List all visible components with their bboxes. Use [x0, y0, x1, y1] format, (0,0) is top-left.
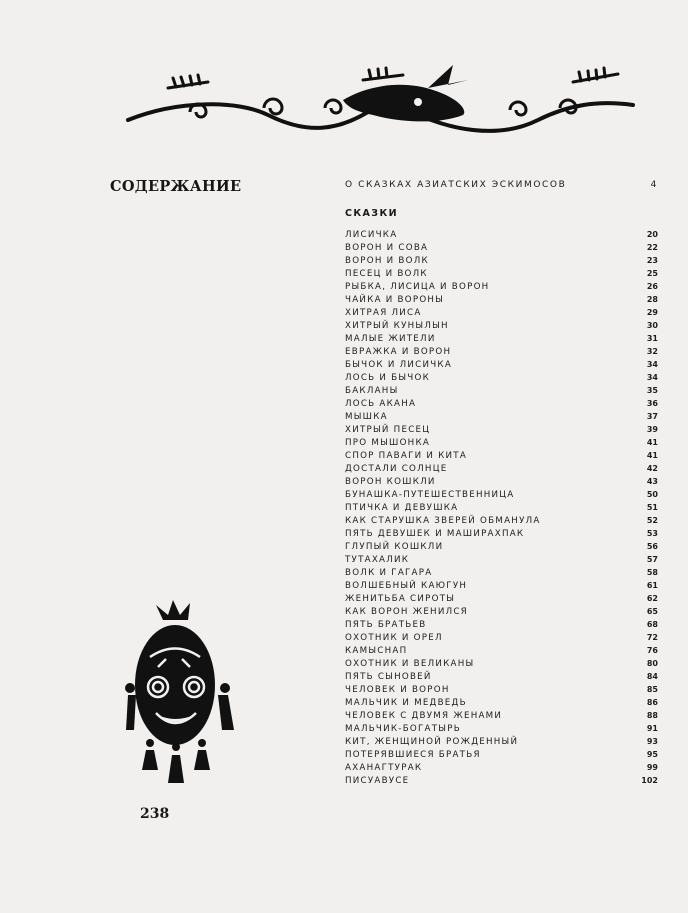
toc-entry-title: КАМЫСНАП	[345, 645, 408, 656]
toc-entry-title: ТУТАХАЛИК	[345, 554, 410, 565]
toc-entry-page: 34	[646, 360, 658, 369]
toc-entry[interactable]	[345, 449, 658, 462]
toc-entry-page: 88	[646, 711, 658, 720]
toc-entry-page: 80	[646, 659, 658, 668]
toc-entry[interactable]	[345, 371, 658, 384]
toc-entry[interactable]	[345, 436, 658, 449]
toc-entry-title: ЛОСЬ И БЫЧОК	[345, 372, 431, 383]
toc-entry-title: ЖЕНИТЬБА СИРОТЫ	[345, 593, 456, 604]
toc-entry-title: МАЛЬЧИК И МЕДВЕДЬ	[345, 697, 467, 708]
toc-entry-page: 39	[646, 425, 658, 434]
toc-entry-title: ПТИЧКА И ДЕВУШКА	[345, 502, 459, 513]
toc-entry-title: КИТ, ЖЕНЩИНОЙ РОЖДЕННЫЙ	[345, 736, 519, 747]
toc-entry-page: 22	[646, 243, 658, 252]
toc-entry-title: ЧАЙКА И ВОРОНЫ	[345, 294, 445, 305]
toc-entry-page: 102	[641, 776, 658, 785]
toc-entry-page: 37	[646, 412, 658, 421]
toc-entry[interactable]	[345, 241, 658, 254]
toc-entry[interactable]	[345, 670, 658, 683]
toc-entry-title: ЧЕЛОВЕК С ДВУМЯ ЖЕНАМИ	[345, 710, 503, 721]
toc-entry[interactable]	[345, 306, 658, 319]
toc-entry-page: 26	[646, 282, 658, 291]
toc-entry[interactable]	[345, 280, 658, 293]
toc-entry[interactable]	[345, 397, 658, 410]
toc-entry-page: 23	[646, 256, 658, 265]
toc-entry[interactable]	[345, 332, 658, 345]
toc-entry[interactable]	[345, 423, 658, 436]
toc-entry[interactable]	[345, 566, 658, 579]
toc-entry-page: 58	[646, 568, 658, 577]
toc-entry-page: 35	[646, 386, 658, 395]
toc-entry[interactable]	[345, 618, 658, 631]
toc-entry-title: ВОРОН КОШКЛИ	[345, 476, 436, 487]
toc-entry-page: 28	[646, 295, 658, 304]
toc-entry[interactable]	[345, 410, 658, 423]
page-number: 238	[140, 806, 170, 822]
toc-entry-page: 53	[646, 529, 658, 538]
toc-entry-title: ПИСУАВУСЕ	[345, 775, 410, 786]
toc-entry-title: ВОРОН И ВОЛК	[345, 255, 429, 266]
toc-entry-title: ПОТЕРЯВШИЕСЯ БРАТЬЯ	[345, 749, 481, 760]
toc-entry-title: МАЛЬЧИК-БОГАТЫРЬ	[345, 723, 461, 734]
toc-entry-title: ПЕСЕЦ И ВОЛК	[345, 268, 428, 279]
toc-entry[interactable]	[345, 475, 658, 488]
toc-entry-title: ВОЛК И ГАГАРА	[345, 567, 433, 578]
toc-entry-title: ДОСТАЛИ СОЛНЦЕ	[345, 463, 448, 474]
toc-entry-page: 41	[646, 451, 658, 460]
toc-entry-page: 25	[646, 269, 658, 278]
toc-entry-title: ПЯТЬ БРАТЬЕВ	[345, 619, 427, 630]
toc-entry[interactable]	[345, 540, 658, 553]
toc-entry-page: 85	[646, 685, 658, 694]
toc-entry-page: 29	[646, 308, 658, 317]
toc-entry-page: 50	[646, 490, 658, 499]
toc-entry[interactable]	[345, 358, 658, 371]
toc-entry[interactable]	[345, 774, 658, 787]
toc-entry[interactable]	[345, 657, 658, 670]
toc-entry-page: 72	[646, 633, 658, 642]
toc-entry-page: 41	[646, 438, 658, 447]
intro-entry[interactable]	[345, 180, 658, 190]
toc-entry[interactable]	[345, 761, 658, 774]
toc-entry[interactable]	[345, 488, 658, 501]
toc-entry[interactable]	[345, 735, 658, 748]
toc-entry-page: 42	[646, 464, 658, 473]
toc-entry[interactable]	[345, 579, 658, 592]
toc-entry[interactable]	[345, 644, 658, 657]
toc-entry[interactable]	[345, 501, 658, 514]
toc-entry-page: 93	[646, 737, 658, 746]
toc-entry[interactable]	[345, 631, 658, 644]
toc-entry[interactable]	[345, 228, 658, 241]
toc-entry-title: ПРО МЫШОНКА	[345, 437, 431, 448]
toc-entry-title: МЫШКА	[345, 411, 388, 422]
toc-entry-page: 95	[646, 750, 658, 759]
mask-figure-illustration	[118, 595, 243, 785]
toc-entry[interactable]	[345, 748, 658, 761]
toc-entry-title: ХИТРАЯ ЛИСА	[345, 307, 422, 318]
toc-list	[345, 228, 658, 787]
toc-entry-title: РЫБКА, ЛИСИЦА И ВОРОН	[345, 281, 490, 292]
toc-entry[interactable]	[345, 592, 658, 605]
toc-entry[interactable]	[345, 709, 658, 722]
fish-wave-ornament	[118, 60, 638, 160]
toc-entry-title: ВОЛШЕБНЫЙ КАЮГУН	[345, 580, 468, 591]
toc-entry-title: ХИТРЫЙ ПЕСЕЦ	[345, 424, 431, 435]
toc-entry-page: 57	[646, 555, 658, 564]
toc-entry[interactable]	[345, 267, 658, 280]
toc-entry-title: СПОР ПАВАГИ И КИТА	[345, 450, 468, 461]
toc-entry-title: АХАНАГТУРАК	[345, 762, 423, 773]
intro-title: О СКАЗКАХ АЗИАТСКИХ ЭСКИМОСОВ	[345, 180, 567, 190]
toc-entry-title: ЕВРАЖКА И ВОРОН	[345, 346, 452, 357]
toc-entry-page: 61	[646, 581, 658, 590]
toc-entry-title: ЧЕЛОВЕК И ВОРОН	[345, 684, 450, 695]
toc-entry-page: 43	[646, 477, 658, 486]
page-title: СОДЕРЖАНИЕ	[110, 178, 242, 195]
toc-entry-title: ГЛУПЫЙ КОШКЛИ	[345, 541, 444, 552]
toc-entry-title: ЛОСЬ АКАНА	[345, 398, 417, 409]
toc-entry-title: КАК СТАРУШКА ЗВЕРЕЙ ОБМАНУЛА	[345, 515, 541, 526]
toc-entry-page: 30	[646, 321, 658, 330]
toc-entry-title: КАК ВОРОН ЖЕНИЛСЯ	[345, 606, 468, 617]
toc-entry-page: 51	[646, 503, 658, 512]
toc-entry-title: ПЯТЬ ДЕВУШЕК И МАШИРАХПАК	[345, 528, 525, 539]
toc-entry-page: 36	[646, 399, 658, 408]
toc-entry-title: ОХОТНИК И ОРЕЛ	[345, 632, 443, 643]
toc-entry-title: БУНАШКА-ПУТЕШЕСТВЕННИЦА	[345, 489, 515, 500]
toc-entry-title: ХИТРЫЙ КУНЫЛЫН	[345, 320, 449, 331]
toc-entry[interactable]	[345, 683, 658, 696]
toc-entry-page: 91	[646, 724, 658, 733]
section-title: СКАЗКИ	[345, 208, 398, 219]
toc-entry-title: БАКЛАНЫ	[345, 385, 399, 396]
toc-entry-page: 52	[646, 516, 658, 525]
toc-entry[interactable]	[345, 293, 658, 306]
toc-entry-page: 84	[646, 672, 658, 681]
toc-entry-page: 56	[646, 542, 658, 551]
toc-entry-page: 20	[646, 230, 658, 239]
toc-entry-page: 34	[646, 373, 658, 382]
toc-entry-page: 62	[646, 594, 658, 603]
toc-entry[interactable]	[345, 722, 658, 735]
toc-entry-title: ПЯТЬ СЫНОВЕЙ	[345, 671, 432, 682]
toc-entry-page: 65	[646, 607, 658, 616]
toc-entry-title: БЫЧОК И ЛИСИЧКА	[345, 359, 453, 370]
toc-entry[interactable]	[345, 384, 658, 397]
intro-page: 4	[650, 180, 658, 190]
toc-entry[interactable]	[345, 254, 658, 267]
toc-entry-title: ЛИСИЧКА	[345, 229, 398, 240]
toc-entry-title: ВОРОН И СОВА	[345, 242, 429, 253]
toc-entry[interactable]	[345, 605, 658, 618]
toc-entry-page: 31	[646, 334, 658, 343]
toc-entry[interactable]	[345, 696, 658, 709]
toc-entry-title: ОХОТНИК И ВЕЛИКАНЫ	[345, 658, 475, 669]
toc-entry[interactable]	[345, 319, 658, 332]
toc-entry[interactable]	[345, 553, 658, 566]
toc-entry-page: 68	[646, 620, 658, 629]
toc-entry-page: 99	[646, 763, 658, 772]
toc-entry-page: 76	[646, 646, 658, 655]
toc-entry[interactable]	[345, 514, 658, 527]
toc-entry[interactable]	[345, 345, 658, 358]
toc-entry-page: 86	[646, 698, 658, 707]
toc-entry[interactable]	[345, 462, 658, 475]
toc-entry[interactable]	[345, 527, 658, 540]
toc-entry-page: 32	[646, 347, 658, 356]
toc-entry-title: МАЛЫЕ ЖИТЕЛИ	[345, 333, 436, 344]
